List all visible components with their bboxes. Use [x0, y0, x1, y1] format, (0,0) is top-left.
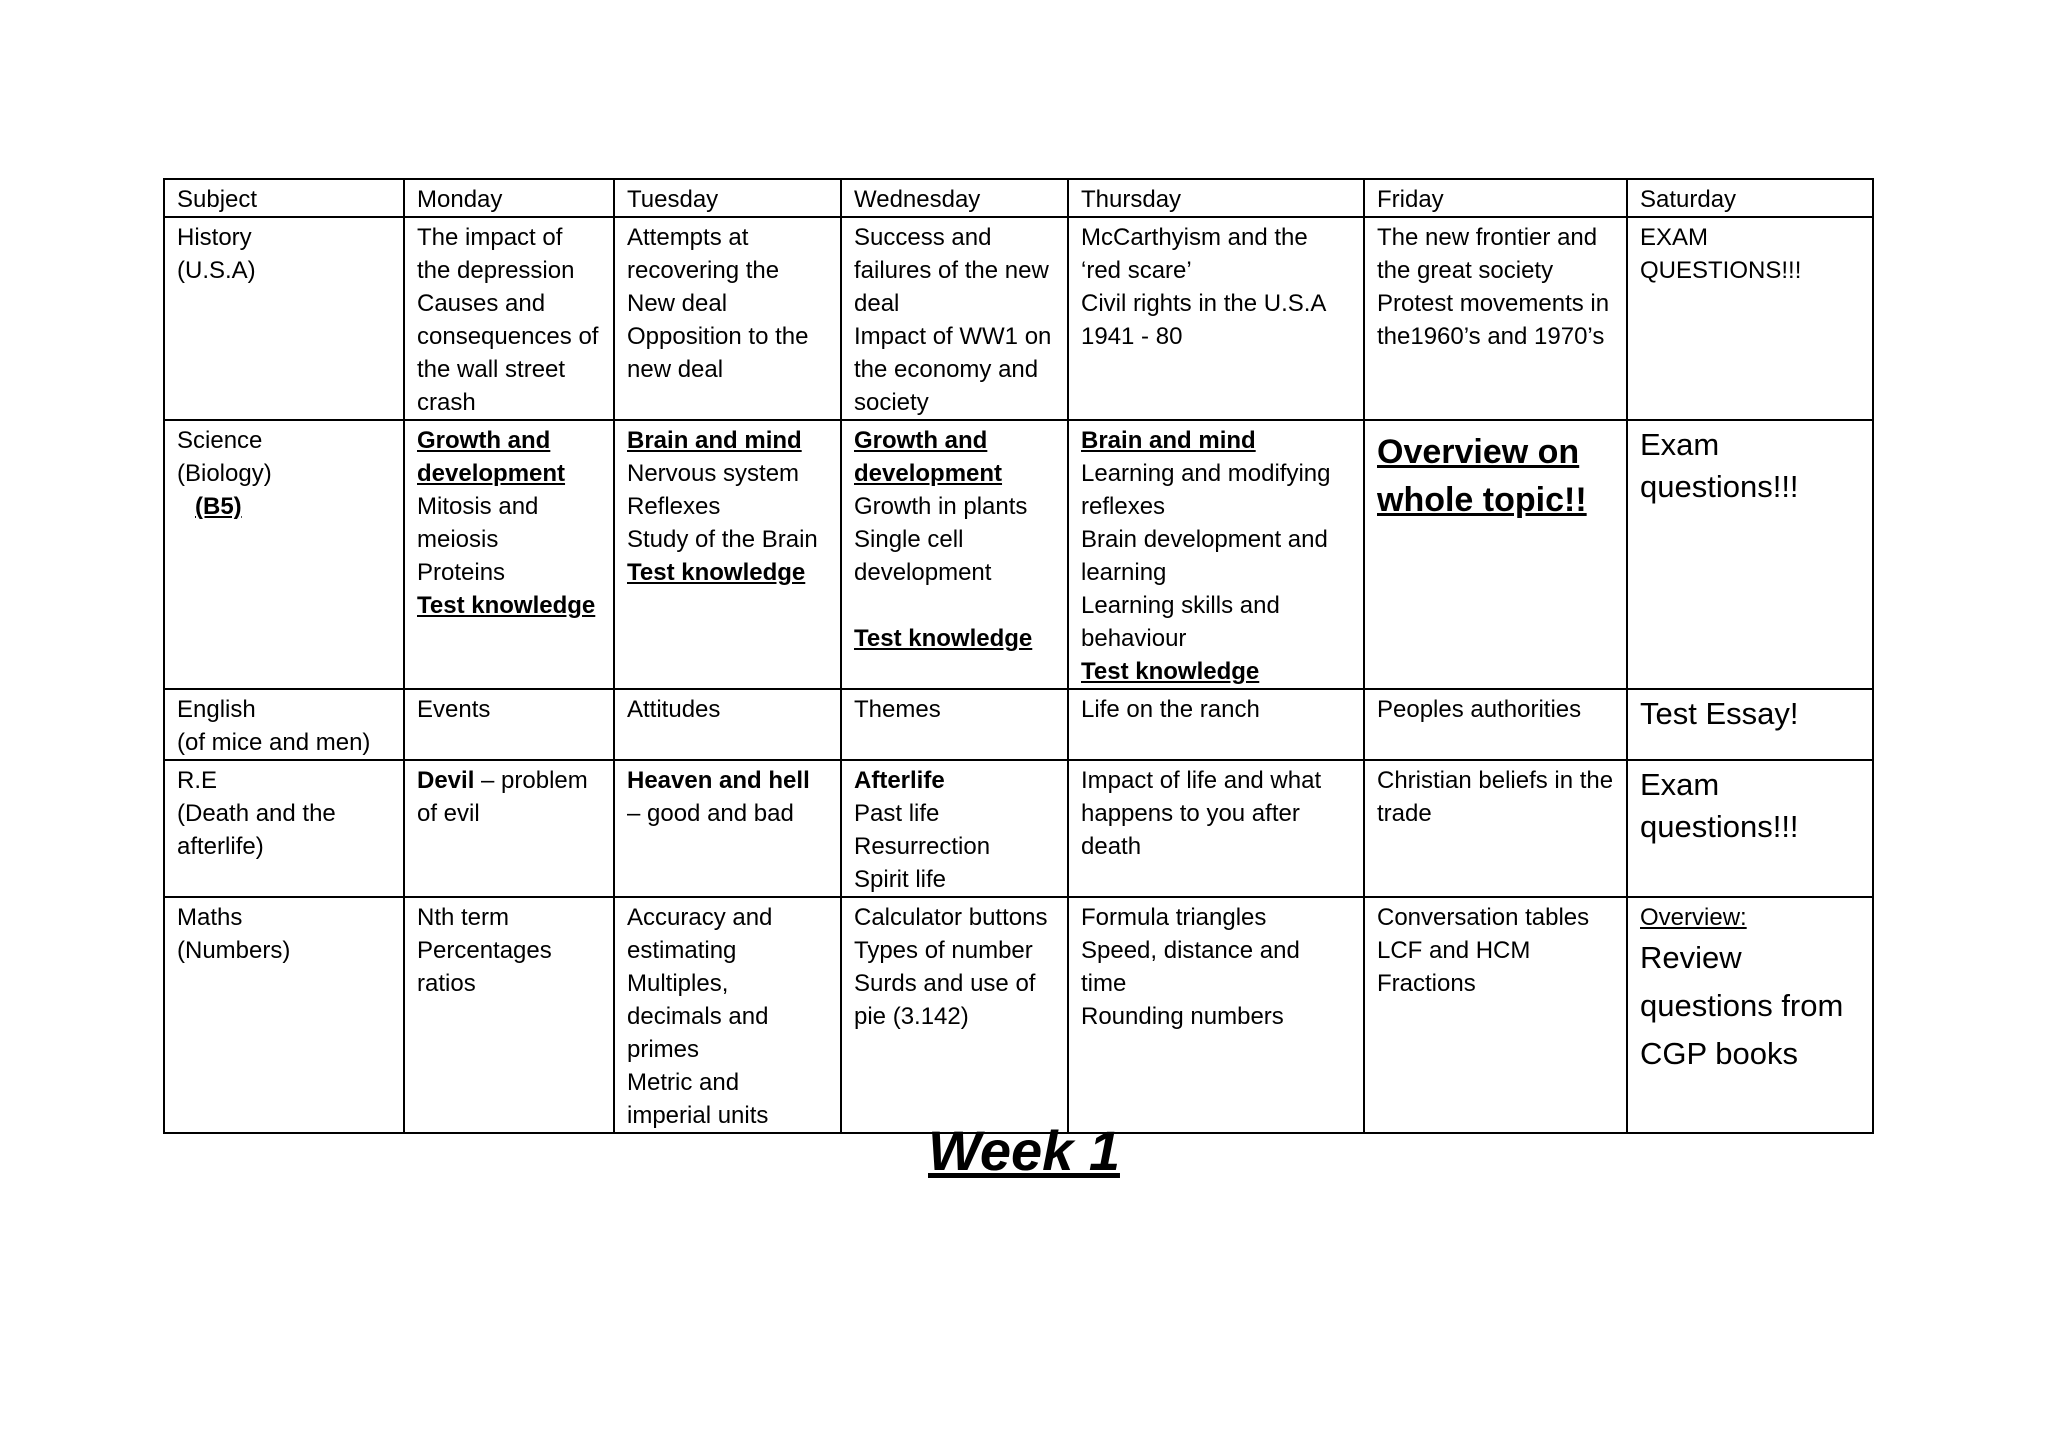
history-wednesday-cell — [841, 217, 1068, 420]
maths-tuesday-cell — [614, 897, 841, 1133]
cell-line: McCarthyism and the ‘red scare’ — [1081, 224, 1308, 284]
re-monday-cell — [404, 760, 614, 897]
cell-line: Metric and imperial units — [627, 1069, 769, 1129]
header-wednesday: Wednesday — [841, 179, 1068, 217]
science-monday-cell — [404, 420, 614, 689]
science-wednesday-cell — [841, 420, 1068, 689]
header-subject: Subject — [164, 179, 404, 217]
cell-line: LCF and HCM — [1377, 937, 1531, 964]
cell-line: Speed, distance and time — [1081, 937, 1300, 997]
cell-line: Types of number — [854, 937, 1033, 964]
cell-line: Test Essay! — [1640, 696, 1799, 731]
cell-spacer — [854, 589, 1055, 622]
maths-thursday-cell — [1068, 897, 1364, 1133]
cell-line: Impact of life and what happens to you after death — [1081, 767, 1322, 860]
cell-heading: Devil — [417, 767, 475, 794]
cell-line: Learning and modifying reflexes — [1081, 460, 1331, 520]
cell-line: Opposition to the new deal — [627, 323, 809, 383]
cell-line: ratios — [417, 970, 476, 997]
subject-topic: (U.S.A) — [177, 257, 256, 284]
history-friday-cell — [1364, 217, 1627, 420]
cell-heading: Brain and mind — [627, 427, 802, 454]
english-row — [164, 689, 1873, 760]
cell-line: Spirit life — [854, 866, 947, 893]
cell-line: Protest movements in the1960’s and 1970’s — [1377, 290, 1610, 350]
cell-line: Proteins — [417, 559, 506, 586]
re-friday-cell — [1364, 760, 1627, 897]
cell-line: Multiples, decimals and primes — [627, 970, 769, 1063]
subject-name: History — [177, 224, 252, 251]
cell-line: Growth in plants — [854, 493, 1028, 520]
cell-line: Brain development and learning — [1081, 526, 1328, 586]
english-tuesday-cell: Attitudes — [614, 689, 841, 760]
maths-subject-cell — [164, 897, 404, 1133]
cell-line: – good and bad — [627, 800, 794, 827]
cell-heading: Test knowledge — [417, 592, 596, 619]
cell-line: Resurrection — [854, 833, 991, 860]
history-tuesday-cell — [614, 217, 841, 420]
history-row — [164, 217, 1873, 420]
cell-line: – problem of evil — [417, 767, 588, 827]
cell-line: Study of the Brain — [627, 526, 818, 553]
cell-line: Conversation tables — [1377, 904, 1590, 931]
cell-heading: Growth and development — [417, 427, 566, 487]
cell-heading: Heaven and hell — [627, 767, 810, 794]
cell-heading: Test knowledge — [854, 625, 1033, 652]
cell-line: Reflexes — [627, 493, 721, 520]
re-tuesday-cell — [614, 760, 841, 897]
cell-line: Civil rights in the U.S.A 1941 - 80 — [1081, 290, 1326, 350]
science-friday-cell — [1364, 420, 1627, 689]
cell-line: Past life — [854, 800, 940, 827]
cell-heading: Overview: — [1640, 904, 1747, 931]
cell-heading: Growth and development — [854, 427, 1003, 487]
history-thursday-cell — [1068, 217, 1364, 420]
science-subject-cell — [164, 420, 404, 689]
week-title: Week 1 — [928, 1119, 1120, 1182]
cell-line: Fractions — [1377, 970, 1476, 997]
subject-name: English — [177, 696, 256, 723]
cell-line: Christian beliefs in the trade — [1377, 767, 1614, 827]
science-tuesday-cell — [614, 420, 841, 689]
header-row — [164, 179, 1873, 217]
cell-line: Surds and use of pie (3.142) — [854, 970, 1036, 1030]
science-row — [164, 420, 1873, 689]
history-subject-cell — [164, 217, 404, 420]
cell-line: Rounding numbers — [1081, 1003, 1284, 1030]
cell-line: Success and failures of the new deal — [854, 224, 1049, 317]
re-thursday-cell — [1068, 760, 1364, 897]
maths-wednesday-cell — [841, 897, 1068, 1133]
cell-line: Exam questions!!! — [1640, 427, 1799, 504]
maths-row — [164, 897, 1873, 1133]
science-thursday-cell — [1068, 420, 1364, 689]
subject-topic: (Death and the afterlife) — [177, 800, 336, 860]
subject-name: R.E — [177, 767, 218, 794]
science-saturday-cell — [1627, 420, 1873, 689]
history-monday-cell — [404, 217, 614, 420]
cell-line: Single cell development — [854, 526, 992, 586]
cell-line: Review questions from CGP books — [1640, 940, 1844, 1071]
english-thursday-cell: Life on the ranch — [1068, 689, 1364, 760]
cell-heading: Overview on whole topic!! — [1377, 433, 1587, 519]
english-saturday-cell — [1627, 689, 1873, 760]
maths-saturday-cell — [1627, 897, 1873, 1133]
subject-topic: (Numbers) — [177, 937, 291, 964]
header-thursday: Thursday — [1068, 179, 1364, 217]
history-saturday-cell — [1627, 217, 1873, 420]
subject-topic: (of mice and men) — [177, 729, 371, 756]
subject-name: Science — [177, 427, 263, 454]
header-saturday: Saturday — [1627, 179, 1873, 217]
re-subject-cell — [164, 760, 404, 897]
cell-heading: Afterlife — [854, 767, 945, 794]
cell-line: Calculator buttons — [854, 904, 1048, 931]
cell-heading: Brain and mind — [1081, 427, 1256, 454]
cell-heading: Test knowledge — [1081, 658, 1260, 685]
revision-timetable — [163, 178, 1874, 1134]
cell-heading: Test knowledge — [627, 559, 806, 586]
cell-line: Accuracy and estimating — [627, 904, 773, 964]
re-saturday-cell — [1627, 760, 1873, 897]
maths-monday-cell — [404, 897, 614, 1133]
cell-line: Mitosis and meiosis — [417, 493, 539, 553]
subject-name: Maths — [177, 904, 243, 931]
header-monday: Monday — [404, 179, 614, 217]
cell-line: Exam questions!!! — [1640, 767, 1799, 844]
cell-line: Percentages — [417, 937, 552, 964]
cell-line: The new frontier and the great society — [1377, 224, 1598, 284]
cell-line: Learning skills and behaviour — [1081, 592, 1280, 652]
re-row — [164, 760, 1873, 897]
re-wednesday-cell — [841, 760, 1068, 897]
english-friday-cell: Peoples authorities — [1364, 689, 1627, 760]
english-monday-cell: Events — [404, 689, 614, 760]
subject-topic: (Biology) — [177, 460, 272, 487]
header-tuesday: Tuesday — [614, 179, 841, 217]
cell-line: Impact of WW1 on the economy and society — [854, 323, 1052, 416]
cell-line: Causes and consequences of the wall street crash — [417, 290, 599, 416]
cell-line: EXAM QUESTIONS!!! — [1640, 224, 1802, 284]
subject-code: (B5) — [195, 493, 242, 520]
english-subject-cell — [164, 689, 404, 760]
cell-line: Nth term — [417, 904, 510, 931]
cell-line: The impact of the depression — [417, 224, 575, 284]
cell-line: Formula triangles — [1081, 904, 1267, 931]
maths-friday-cell — [1364, 897, 1627, 1133]
header-friday: Friday — [1364, 179, 1627, 217]
cell-line: Attempts at recovering the New deal — [627, 224, 780, 317]
cell-line: Nervous system — [627, 460, 800, 487]
english-wednesday-cell: Themes — [841, 689, 1068, 760]
